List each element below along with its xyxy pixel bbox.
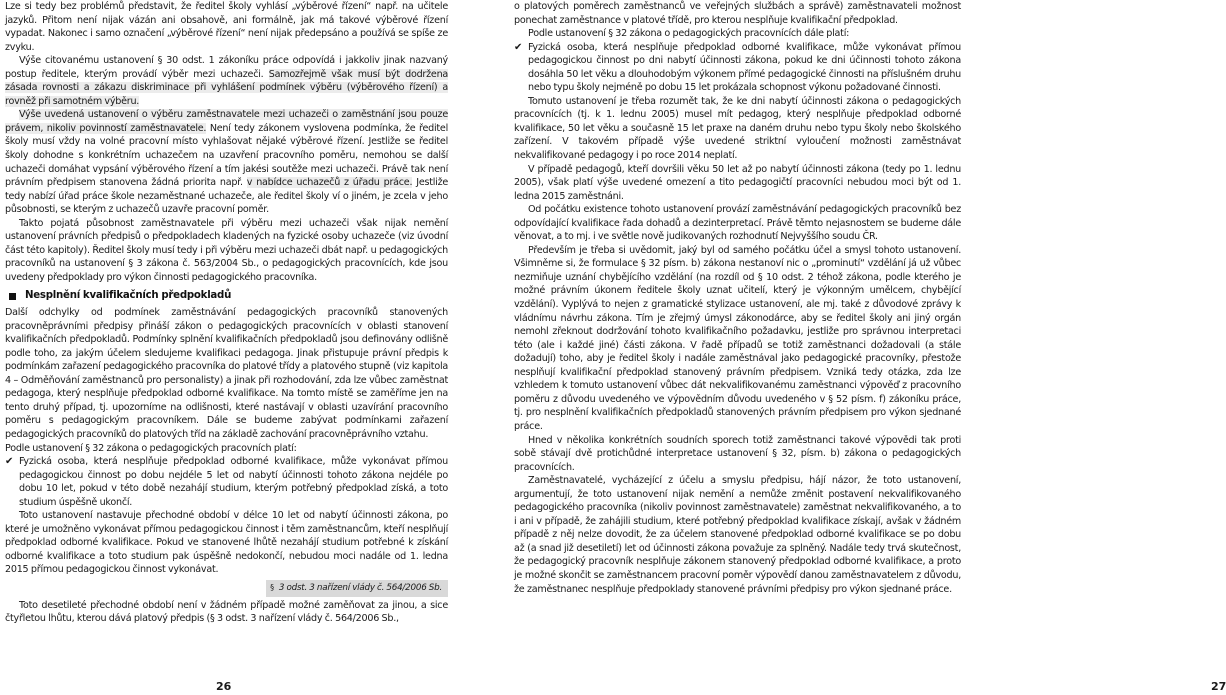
paragraph: Především je třeba si uvědomit, jaký byl od samého počátku účel a smysl tohoto ustanovení. Všimněme si, že formulace § 32 písm. b) zákona nestanoví nic o „prominutí“ vzdělání já už vůbec nezmiňuje uznání chybějícího vzdělání (na rozdíl od § 10 odst. 2 téhož zákona, podle kterého je možné právním úkonem ředitele školy uznat učitelí, který je výkonným umělcem, chybějící vzdělání). Vyplývá to nejen z gramatické stylizace ustanovení, ale mj. také z důvodové zprávy k vládnímu návrhu zákona. Tím je zřejmý úmysl zákonodárce, aby se ředitel školy ani jiný orgán nemohl zřeknout dodržování tohoto kvalifikačního požadavku, jestliže pro správnou interpretaci této (ale i každé jiné) části zákona. V řadě případů se totiž zaměstnanci dožadovali (a stále dožadují) toho, aby je ředitel školy i nadále zaměstnával jako pedagogické pracovníky, přestože nesplňují kvalifikační předpoklad stanovený právním předpisem. Vzniká tedy otázka, zda lze vzhledem k tomuto ustanovení vůbec dát nekvalifikovanému zaměstnanci výpověď z pracovního poměru z důvodu uvedeného ve výpovědním důvodu uvedeného v § 52 písm. f) zákoníku práce, tj. pro nesplnění kvalifikačních předpokladů stanovených právním předpisem pro výkon sjednané práce. [514, 244, 961, 432]
footnote-text: 3 odst. 3 nařízení vlády č. 564/2006 Sb. [278, 582, 442, 593]
right-column [514, 0, 961, 596]
list-item [5, 455, 448, 509]
paragraph [5, 54, 448, 108]
footnote-box [266, 580, 448, 597]
paragraph: V případě pedagogů, kteří dovršili věku 50 let až po nabytí účinnosti zákona (tedy po 1. lednu 2005), však platí výše uvedené omezení a tito pedagogičtí pracovníci nebudou moci být od 1. ledna 2015 zaměstnáni. [514, 163, 961, 202]
paragraph: Toto ustanovení nastavuje přechodné období v délce 10 let od nabytí účinnosti zákona, po které je umožněno vykonávat přímou pedagogickou činnost i těm zaměstnancům, kteří nesplňují předpoklad odborné kvalifikace. Pokud ve stanovené lhůtě nezahájí studium potřebné k získání odborné kvalifikace a toto studium pak úspěšně nedokončí, nebudou moci nadále od 1. ledna 2015 přímou pedagogickou činnost vykonávat. [5, 510, 448, 576]
list-item [514, 41, 961, 95]
paragraph [5, 108, 448, 216]
checkmark-icon: ✔ [514, 41, 523, 53]
section-heading-text: Nesplnění kvalifikačních předpokladů [25, 290, 232, 302]
paragraph: Podle ustanovení § 32 zákona o pedagogických pracovnících dále platí: [528, 28, 850, 40]
page-number: 27 [1211, 680, 1226, 693]
paragraph: Další odchylky od podmínek zaměstnávání pedagogických pracovníků stanovených pracovněprávními předpisy přináší zákon o pedagogických pracovnících v oblasti stanovení kvalifikačních předpokladů. Podmínky splnění kvalifikačních předpokladů jsou definovány odlišně podle toho, za jakým účelem sledujeme kvalifikaci pedagoga. Jinak přistupuje právní předpis k podmínkám zařazení pedagogického pracovníka do platové třídy a platového stupně (viz kapitola 4 – Odměňování zaměstnanců pro personalisty) a jinak při rozhodování, zda lze vůbec zaměstnat pedagoga, který nesplňuje předpoklad odborné kvalifikace. Na tomto místě se zaměříme jen na tento druhý případ, tj. upozorníme na odlišnosti, které nastávají v oblasti uzavírání pracovního poměru s pedagogickým pracovníkem. Dále se budeme zabývat podmínkami zařazení pedagogických pracovníků do platových tříd na základě zachování pracovněprávního vztahu. [5, 307, 448, 440]
text-span: Není tedy zákonem vyslovena podmínka, že ředitel školy musí vždy na volné pracovní místo vyhlašovat nějaké výběrové řízení. Jestliže se ředitel školy dohodne s konkrétním uchazečem na uzavření pracovního poměru, nemohou se další uchazeči domáhat vypsání výběrového řízení a tím jakési soutěže mezi uchazeči. Právě tak není právním předpisem stanovena žádná priorita např. [5, 122, 449, 189]
paragraph [5, 217, 448, 285]
paragraph: Hned v několika konkrétních soudních sporech totiž zaměstnanci takové výpovědi tak proti sobě stávají dvě protichůdné interpretace ustanovení § 32, písm. b) zákona o pedagogických pracovnících. [514, 434, 961, 473]
paragraph: Od počátku existence tohoto ustanovení provází zaměstnávání pedagogických pracovníků bez odpovídající kvalifikace řada dohadů a dezinterpretací. Právě těmto nejasnostem se budeme dále věnovat, a to mj. i ve světle nově judikovaných rozhodnutí Nejvyššího soudu ČR. [514, 204, 961, 243]
highlighted-text: Samozřejmě však musí být dodržena zásada rovnosti a zákazu diskriminace při vyhlášení podmínek výběru (výběrového řízení) a rovněž při samotném výběru. [5, 68, 449, 107]
text-span: Výše citovanému ustanovení § 30 odst. 1 zákoníku práce odpovídá i jakkoliv jinak nazvaný postup ředitele, kterým provádí výběr mezi uchazeči. [5, 55, 448, 80]
checkmark-icon: ✔ [5, 456, 14, 468]
list-item-text: Fyzická osoba, která nesplňuje předpoklad odborné kvalifikace, může vykonávat přímou pedagogickou činnost po dobu nejdéle 5 let od nabytí účinnosti tohoto zákona nejdéle po dobu 10 let, pokud v této době nezahájí studium, kterým potřebný předpoklad získá, a toto studium úspěšně ukončí. [19, 456, 448, 508]
section-heading [5, 289, 448, 303]
highlighted-text: v nabídce uchazečů z úřadu práce. [246, 177, 413, 189]
paragraph: Toto desetileté přechodné období není v žádném případě možné zaměňovat za jinou, a sice čtyřletou lhůtu, kterou dává platový předpis (§ 3 odst. 3 nařízení vlády č. 564/2006 Sb., [5, 599, 448, 625]
paragraph: o platových poměrech zaměstnanců ve veřejných službách a správě) zaměstnavateli možnost ponechat zaměstnance v platové třídě, pro kterou nesplňuje kvalifikační předpoklad. [514, 1, 961, 26]
section-sign-icon: § [270, 582, 274, 592]
left-column [5, 0, 448, 626]
paragraph: Tomuto ustanovení je třeba rozumět tak, že ke dni nabytí účinnosti zákona o pedagogických pracovnících (tj. k 1. lednu 2005) musel mít pedagog, který nesplňuje předpoklad odborné kvalifikace, 50 let věku a současně 15 let praxe na daném druhu nebo typu školy nebo školského zařízení. V takovém případě výše uvedené striktní vyloučení možnosti zaměstnávat nekvalifikované pedagogy i po roce 2014 neplatí. [514, 95, 961, 162]
text-span: Jestliže tedy nabízí úřad práce škole nezaměstnané uchazeče, ale ředitel školy ví o jiném, je zcela v jeho působnosti, se kterým z uchazečů uzavře pracovní poměr. [5, 177, 449, 216]
list-item-text: Fyzická osoba, která nesplňuje předpoklad odborné kvalifikace, může vykonávat přímou pedagogickou činnost po dni nabytí účinnosti zákona, pokud ke dni účinnosti tohoto zákona dosáhla 50 let věku a dlouhodobým výkonem přímé pedagogické činnosti na příslušném druhu nebo typu školy nejméně po dobu 15 let prokázala schopnost výkonu požadované činnosti. [528, 41, 961, 94]
square-bullet-icon [9, 293, 16, 300]
text-span: Takto pojatá působnost zaměstnavatele při výběru mezi uchazeči však nijak nemění ustanovení právních předpisů o předpokladech kladených na fyzické osoby uchazeče (viz úvodní část této kapitoly). [5, 217, 448, 256]
paragraph: Podle ustanovení § 32 zákona o pedagogických pracovních platí: [5, 442, 297, 454]
text-span: Ředitel školy musí tedy i při výběru mezi uchazeči dbát např. u pedagogických pracovníků na ustanovení § 3 zákona č. 563/2004 Sb., o pedagogických pracovnících, kde jsou uvedeny předpoklady pro výkon činnosti pedagogického pracovníka. [5, 244, 449, 283]
footnote [5, 580, 448, 597]
page-number: 26 [216, 680, 232, 693]
paragraph: Lze si tedy bez problémů představit, že ředitel školy vyhlásí „výběrové řízení“ např. na učitele jazyků. Přitom není nijak vázán ani obsahově, ani formálně, jak má takové výběrové řízení vypadat. Nakonec i samo označení „výběrové řízení“ není nijak předepsáno a používá se spíše ze zvyku. [5, 1, 448, 53]
paragraph: Zaměstnavatelé, vycházející z účelu a smyslu předpisu, hájí názor, že toto ustanovení, argumentují, že toto ustanovení nijak nemění a nemůže změnit postavení nekvalifikovaného pedagogického pracovníka (nikoliv povinnost zaměstnavatele) zaměstnat nekvalifikovaného, a to i ani v případě, že zahájili studium, které potřebný předpoklad kvalifikace získají, avšak v žádném případě z něj nelze dovodit, že za účelem stanovené předpoklad odborné kvalifikace se po dobu až (a snad již desetiletí) let od účinnosti zákona považuje za splněný. Nadále tedy trvá skutečnost, že pedagogický pracovník nesplňuje zákonem stanovený předpoklad odborné kvalifikace, a proto je možné skončit se zaměstnancem pracovní poměr výpovědí danou zaměstnavatelem z důvodu, že zaměstnanec nesplňuje předpoklady stanovené právními předpisy pro výkon sjednané práce. [514, 475, 961, 595]
highlighted-text: Výše uvedená ustanovení o výběru zaměstnavatele mezi uchazeči o zaměstnání jsou pouze právem, nikoliv povinností zaměstnavatele. [5, 109, 448, 134]
page-left [0, 0, 480, 695]
